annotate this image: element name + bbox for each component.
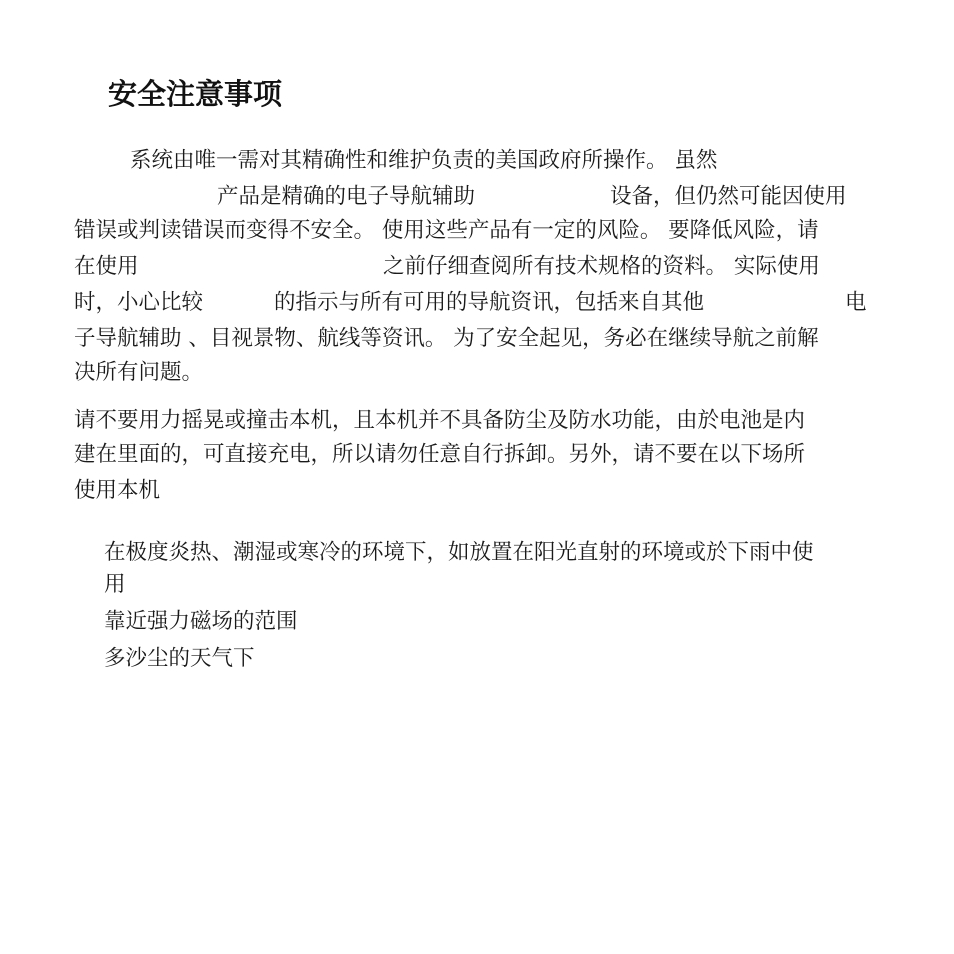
paragraph-line: 决所有问题。 [74, 360, 204, 385]
paragraph-line: 系统由唯一需对其精确性和维护负责的美国政府所操作。 虽然 [130, 148, 718, 173]
paragraph-line: 请不要用力摇晃或撞击本机，且本机并不具备防尘及防水功能，由於电池是内 [74, 408, 806, 433]
list-item: 靠近强力磁场的范围 [104, 609, 298, 634]
paragraph-line: 的指示与所有可用的导航资讯，包括来自其他 [274, 290, 705, 315]
paragraph-line: 建在里面的，可直接充电，所以请勿任意自行拆卸。另外，请不要在以下场所 [74, 442, 806, 467]
paragraph-line: 之前仔细查阅所有技术规格的资料。 实际使用 [383, 254, 820, 279]
paragraph-line: 使用本机 [74, 478, 161, 503]
paragraph-line: 设备，但仍然可能因使用 [610, 184, 847, 209]
paragraph-line: 错误或判读错误而变得不安全。 使用这些产品有一定的风险。 要降低风险，请 [74, 218, 819, 243]
paragraph-line: 在使用 [74, 254, 139, 279]
list-item: 在极度炎热、潮湿或寒冷的环境下，如放置在阳光直射的环境或於下雨中使 [104, 540, 814, 565]
paragraph-line: 子导航辅助 、目视景物、航线等资讯。 为了安全起见，务必在继续导航之前解 [74, 326, 819, 351]
paragraph-line: 产品是精确的电子导航辅助 [217, 184, 476, 209]
list-item: 用 [104, 572, 126, 597]
paragraph-line: 时，小心比较 [74, 290, 204, 315]
paragraph-line: 电 [845, 290, 867, 315]
page-title: 安全注意事项 [108, 77, 283, 111]
list-item: 多沙尘的天气下 [104, 646, 255, 671]
